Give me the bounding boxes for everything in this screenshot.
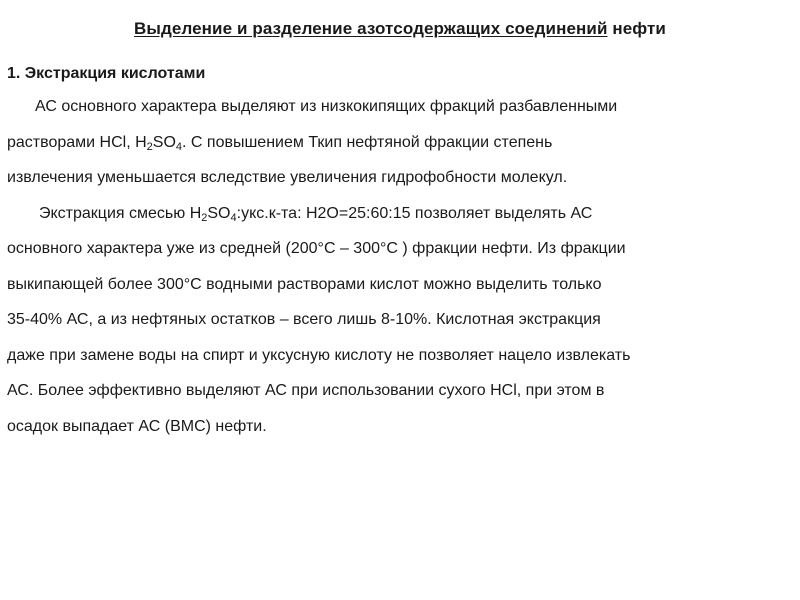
text-run: выкипающей более 300°С водными растворами кислот можно выделить только (7, 275, 602, 293)
text-run: осадок выпадает АС (ВМС) нефти. (7, 417, 267, 435)
body-text (7, 89, 797, 444)
text-run: растворами HCl, H (7, 133, 147, 151)
paragraph-1-line-2 (7, 125, 797, 161)
slide-title-underlined: Выделение и разделение азотсодержащих соединений (134, 19, 608, 38)
paragraph-2-line-3 (7, 267, 797, 303)
text-run: 35-40% АС, а из нефтяных остатков – всего лишь 8-10%. Кислотная экстракция (7, 311, 601, 328)
slide-title-rest: нефти (607, 19, 666, 38)
text-run: :укс.к-та: H2O=25:60:15 позволяет выделять АС (236, 204, 593, 222)
text-run: SO (207, 204, 231, 222)
paragraph-2-line-2 (7, 231, 797, 267)
text-run: извлечения уменьшается вследствие увеличения гидрофобности молекул. (7, 169, 568, 186)
subscript: 2 (146, 140, 153, 153)
paragraph-1-line-1 (7, 89, 797, 125)
text-run: Экстракция смесью H (39, 204, 202, 222)
subscript: 2 (201, 211, 208, 224)
text-run: . С повышением Ткип нефтяной фракции степень (182, 133, 553, 151)
text-run: основного характера уже из средней (200°С – 300°С ) фракции нефти. Из фракции (7, 240, 626, 257)
section-heading: 1. Экстракция кислотами (7, 65, 206, 82)
paragraph-2-line-5 (7, 338, 797, 374)
text-run: даже при замене воды на спирт и уксусную кислоту не позволяет нацело извлекать (7, 346, 631, 364)
text-run: SO (152, 133, 176, 151)
subscript: 4 (230, 211, 237, 224)
text-run: АС основного характера выделяют из низкокипящих фракций разбавленными (35, 98, 618, 115)
paragraph-2-line-6 (7, 373, 797, 409)
paragraph-1-line-3 (7, 160, 797, 196)
paragraph-2-line-4 (7, 302, 797, 338)
subscript: 4 (175, 140, 183, 153)
text-run: АС. Более эффективно выделяют АС при использовании сухого HCl, при этом в (7, 382, 605, 399)
slide-title (0, 19, 800, 39)
paragraph-2-line-1 (7, 196, 797, 232)
paragraph-2-line-7 (7, 409, 797, 445)
